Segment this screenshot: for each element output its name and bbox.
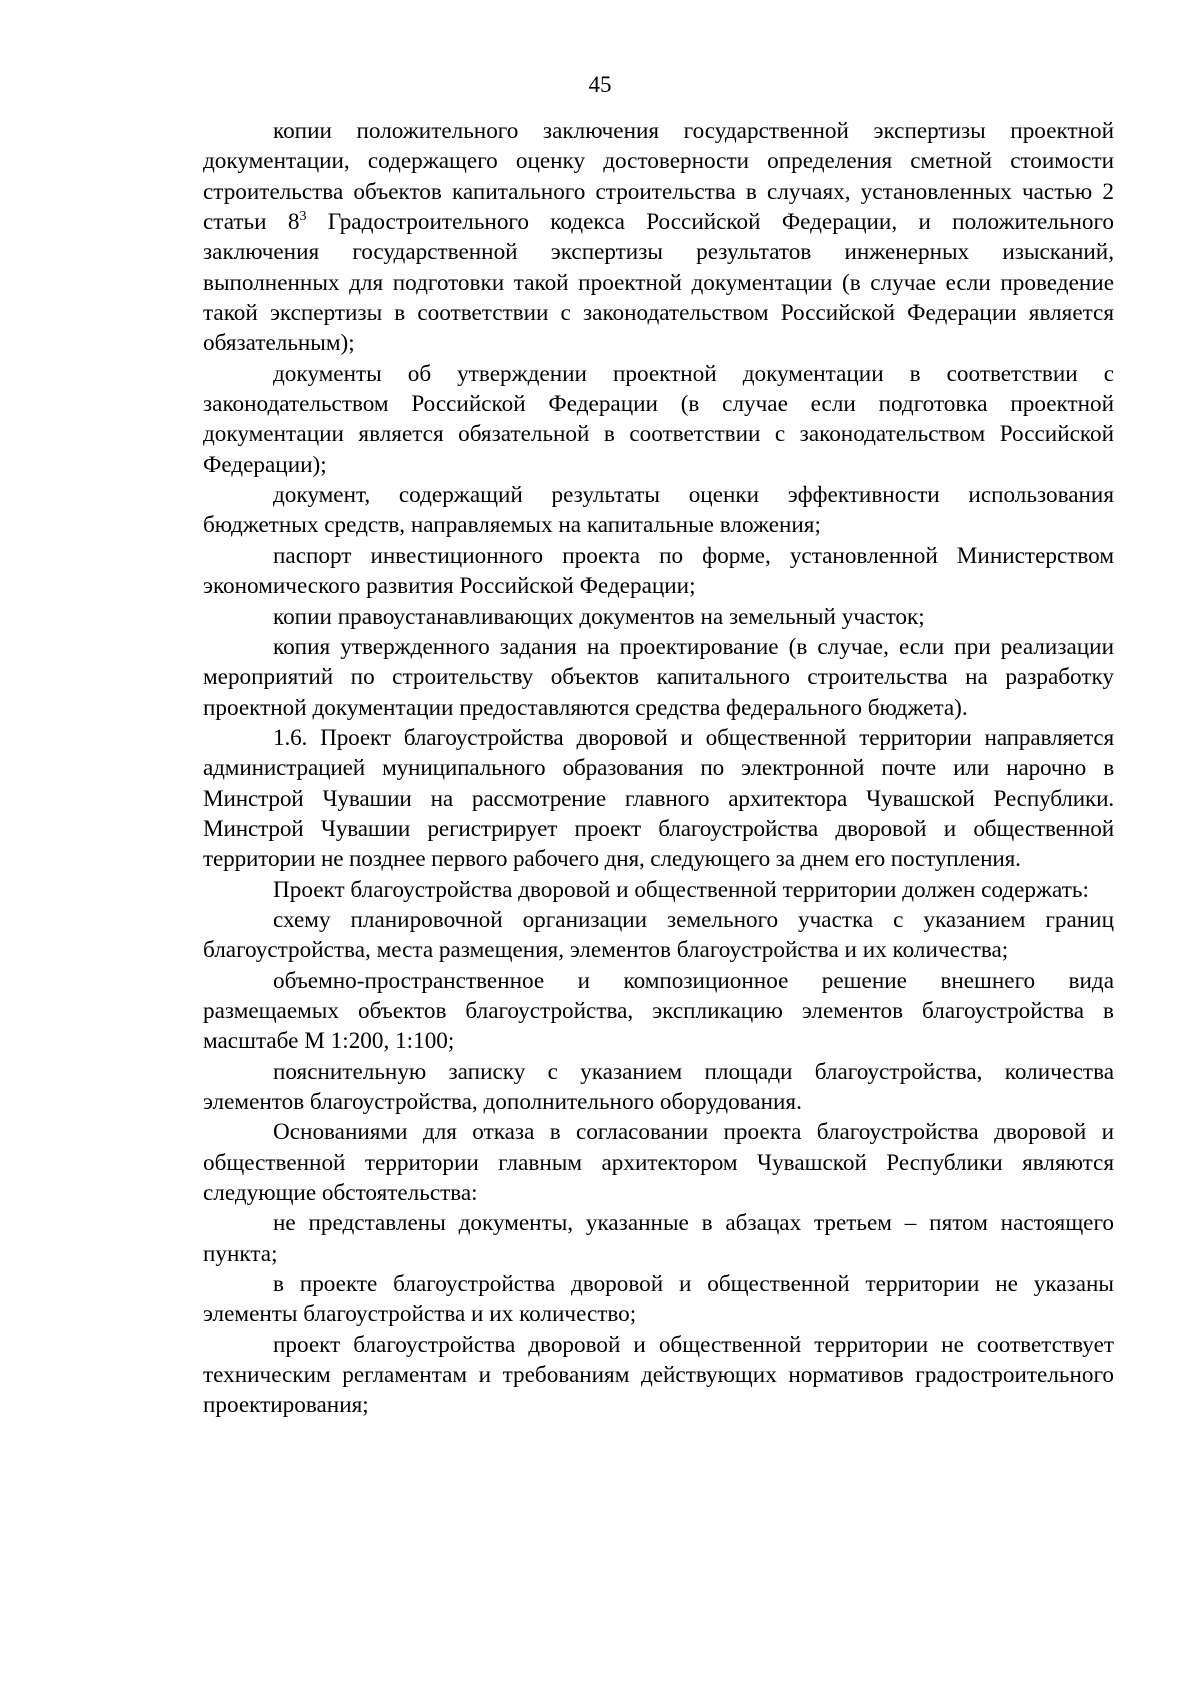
paragraph-expertise-copies: [203, 116, 1114, 359]
document-body: [203, 116, 1114, 1421]
paragraph-missing-elements: в проекте благоустройства дворовой и общественной территории не указаны элементы благоустройства и их количество;: [203, 1271, 1114, 1328]
paragraph-spatial-solution: объемно-пространственное и композиционное решение внешнего вида размещаемых объектов благоустройства, экспликацию элементов благоустройства в масштабе М 1:200, 1:100;: [203, 967, 1114, 1055]
paragraph-text: Градостроительного кодекса Российской Федерации, и положительного заключения государственной экспертизы результатов инженерных изысканий, выполненных для подготовки такой проектной документации (в случае если проведение такой экспертизы в соответствии с законодательством Российской Федерации является обязательным);: [203, 209, 1114, 357]
paragraph-refusal-grounds: Основаниями для отказа в согласовании проекта благоустройства дворовой и общественной территории главным архитектором Чувашской Республики являются следующие обстоятельства:: [203, 1119, 1114, 1207]
paragraph-design-assignment: копия утвержденного задания на проектирование (в случае, если при реализации мероприятий по строительству объектов капитального строительства на разработку проектной документации предоставляются средства федерального бюджета).: [203, 633, 1114, 721]
paragraph-missing-documents: не представлены документы, указанные в абзацах третьем – пятом настоящего пункта;: [203, 1210, 1114, 1267]
paragraph-investment-passport: паспорт инвестиционного проекта по форме, установленной Министерством экономического развития Российской Федерации;: [203, 542, 1114, 600]
paragraph-explanatory-note: пояснительную записку с указанием площади благоустройства, количества элементов благоустройства, дополнительного оборудования.: [203, 1058, 1114, 1115]
paragraph-efficiency-assessment: документ, содержащий результаты оценки эффективности использования бюджетных средств, направляемых на капитальные вложения;: [203, 482, 1114, 539]
page-number: 45: [588, 72, 612, 97]
paragraph-land-documents: копии правоустанавливающих документов на земельный участок;: [273, 603, 925, 630]
paragraph-project-contents: Проект благоустройства дворовой и общественной территории должен содержать:: [273, 876, 1089, 903]
paragraph-section-1-6: 1.6. Проект благоустройства дворовой и общественной территории направляется администрацией муниципального образования по электронной почте или нарочно в Минстрой Чувашии на рассмотрение главного архитектора Чувашской Республики. Минстрой Чувашии регистрирует проект благоустройства дворовой и общественной территории не позднее первого рабочего дня, следующего за днем его поступления.: [203, 724, 1114, 873]
paragraph-text: копии положительного заключения государственной экспертизы проектной документации, содержащего оценку достоверности определения сметной стоимости строительства объектов капитального строительства в случаях, установленных частью 2 статьи 8: [203, 118, 1114, 236]
article-superscript: 3: [299, 209, 307, 225]
paragraph-noncompliance: проект благоустройства дворовой и общественной территории не соответствует техническим регламентам и требованиям действующих нормативов градостроительного проектирования;: [203, 1331, 1114, 1419]
paragraph-approval-documents: документы об утверждении проектной документации в соответствии с законодательством Российской Федерации (в случае если подготовка проектной документации является обязательной в соответствии с законодательством Российской Федерации);: [203, 360, 1114, 478]
paragraph-layout-scheme: схему планировочной организации земельного участка с указанием границ благоустройства, места размещения, элементов благоустройства и их количества;: [203, 906, 1114, 964]
